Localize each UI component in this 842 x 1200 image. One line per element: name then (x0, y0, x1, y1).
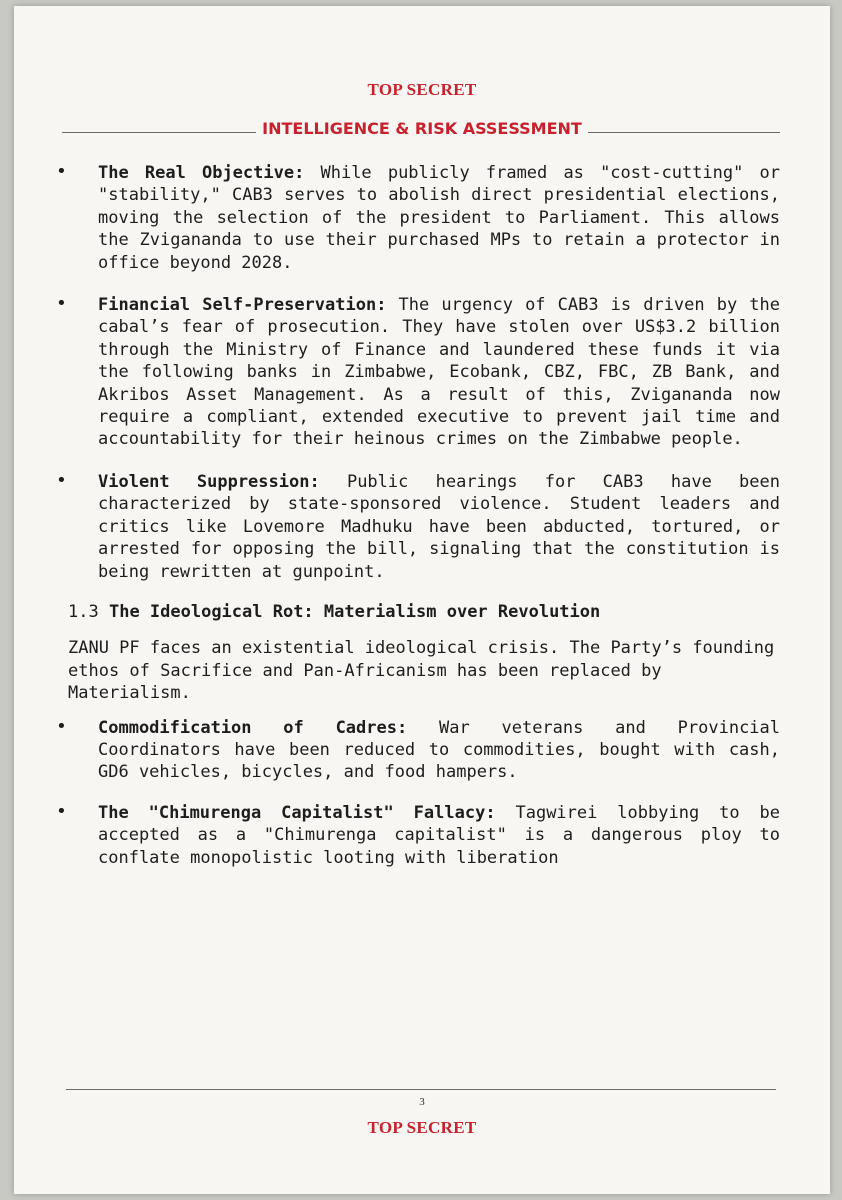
bullet-text: Public hearings for CAB3 have been characterized by state-sponsored violence. Student leaders and critics like Lovemore Madhuku have been abducted, tortured, or arrested for opposing the bill, signaling that the constitution is being rewritten at gunpoint. (98, 471, 780, 582)
document-page (14, 6, 830, 1194)
footer-divider (66, 1089, 776, 1090)
bullet-title: Commodification of Cadres: (98, 717, 408, 738)
bullet-dot: • (56, 469, 67, 491)
bullet-item (48, 162, 780, 274)
bullet-text: Tagwirei lobbying to be accepted as a "Chimurenga capitalist" is a dangerous ploy to conflate monopolistic looting with liberation (98, 802, 780, 868)
page-number: 3 (419, 1096, 425, 1108)
bullet-title: The "Chimurenga Capitalist" Fallacy: (98, 802, 496, 823)
bullet-text: War veterans and Provincial Coordinators have been reduced to commodities, bought with cash, GD6 vehicles, bicycles, and food hampers. (98, 717, 781, 783)
bullet-text: The urgency of CAB3 is driven by the cabal’s fear of prosecution. They have stolen over US$3.2 billion through the Ministry of Finance and laundered these funds it via the following banks in Zimbabwe, Ecobank, CBZ, FBC, ZB Bank, and Akribos Asset Management. As a result of this, Zvigananda now require a compliant, extended executive to prevent jail time and accountability for their heinous crimes on the Zimbabwe people. (98, 295, 780, 450)
classification-bottom: TOP SECRET (367, 1118, 477, 1137)
subsection-number: 1.3 (68, 601, 99, 622)
section-header-text: INTELLIGENCE & RISK ASSESSMENT (256, 119, 588, 138)
bullet-item (48, 294, 780, 451)
bullet-dot: • (56, 293, 67, 315)
body-paragraph: ZANU PF faces an existential ideological crisis. The Party’s founding ethos of Sacrifice and Pan-Africanism has been replaced by Materialism. (68, 638, 775, 704)
bullet-dot: • (56, 800, 67, 822)
bullet-item (48, 802, 780, 869)
bullet-title: The Real Objective: (98, 163, 305, 183)
bullet-title: Financial Self-Preservation: (98, 295, 387, 316)
bullet-title: Violent Suppression: (98, 471, 320, 492)
bullet-item (48, 471, 780, 583)
section-header (14, 119, 830, 138)
classification-top: TOP SECRET (367, 80, 477, 99)
subsection-heading (48, 601, 780, 623)
bullet-dot: • (56, 715, 67, 737)
bullet-dot: • (56, 161, 67, 182)
bullet-text: While publicly framed as "cost-cutting" or "stability," CAB3 serves to abolish direct presidential elections, moving the selection of the president to Parliament. This allows the Zvigananda to use their purchased MPs to retain a protector in office beyond 2028. (98, 163, 780, 273)
subsection-title: The Ideological Rot: Materialism over Revolution (108, 601, 601, 622)
document-body (48, 162, 780, 869)
bullet-item (48, 717, 780, 784)
